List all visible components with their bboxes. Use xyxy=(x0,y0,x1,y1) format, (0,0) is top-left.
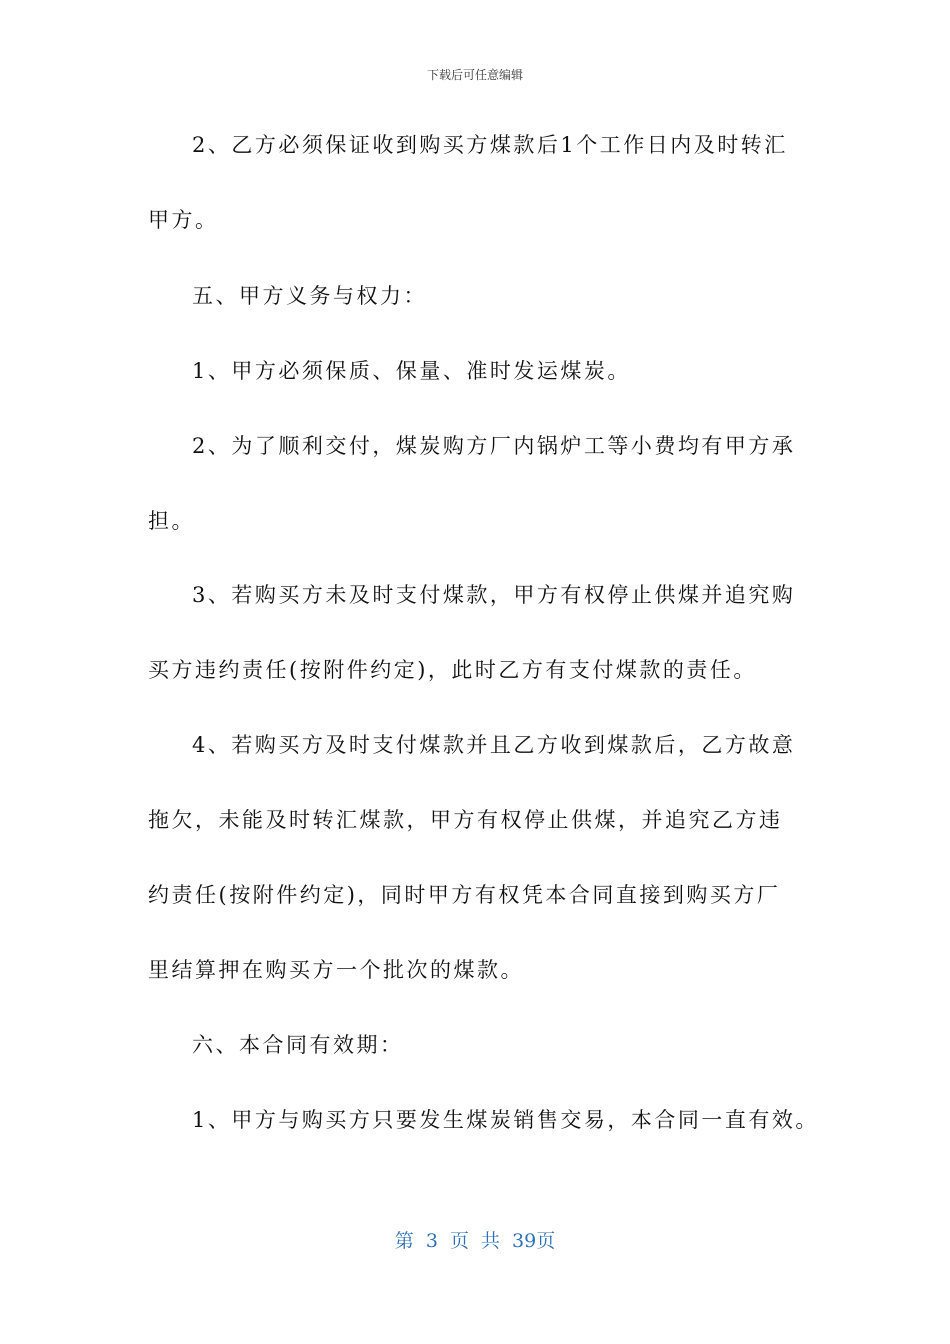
section-heading: 五、甲方义务与权力： xyxy=(192,284,427,308)
text-line: 1、甲方与购买方只要发生煤炭销售交易，本合同一直有效。 xyxy=(192,1108,819,1132)
text-line: 3、若购买方未及时支付煤款，甲方有权停止供煤并追究购 xyxy=(192,583,796,607)
text-line: 甲方。 xyxy=(148,208,219,232)
text-line: 2、乙方必须保证收到购买方煤款后1个工作日内及时转汇 xyxy=(192,133,788,157)
section-heading: 六、本合同有效期： xyxy=(192,1033,404,1057)
page-number: 第 3 页 共 39页 xyxy=(394,1230,556,1252)
text-line: 拖欠，未能及时转汇煤款，甲方有权停止供煤，并追究乙方违 xyxy=(148,808,783,832)
text-line: 买方违约责任(按附件约定)，此时乙方有支付煤款的责任。 xyxy=(148,658,757,682)
text-line: 4、若购买方及时支付煤款并且乙方收到煤款后，乙方故意 xyxy=(192,733,796,757)
text-line: 2、为了顺利交付，煤炭购方厂内锅炉工等小费均有甲方承 xyxy=(192,434,796,458)
text-line: 1、甲方必须保质、保量、准时发运煤炭。 xyxy=(192,359,631,383)
text-line: 约责任(按附件约定)，同时甲方有权凭本合同直接到购买方厂 xyxy=(148,883,781,907)
text-line: 里结算押在购买方一个批次的煤款。 xyxy=(148,958,524,982)
page-header: 下载后可任意编辑 xyxy=(426,68,523,82)
text-line: 担。 xyxy=(148,509,195,533)
